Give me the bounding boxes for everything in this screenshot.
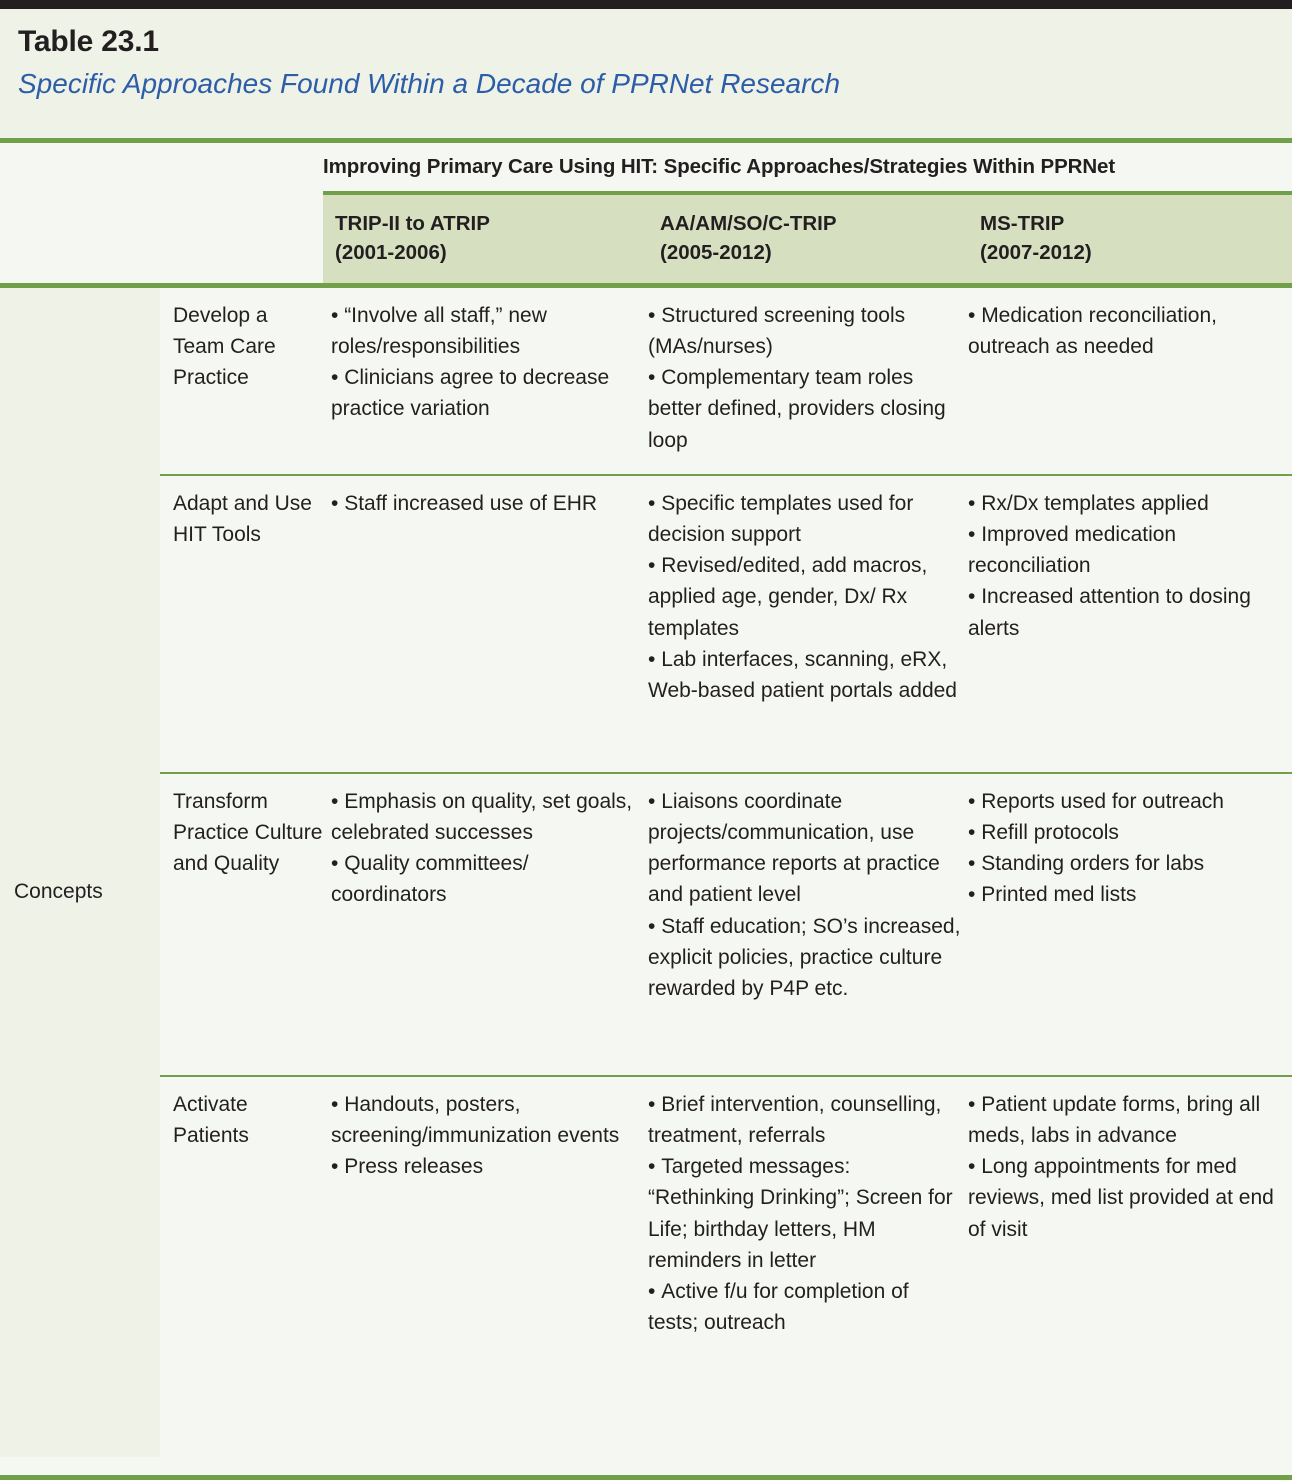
bullet-item: • Active f/u for completion of tests; outreach xyxy=(648,1276,962,1338)
bullet-list xyxy=(648,1089,962,1338)
bullet-item: • Press releases xyxy=(331,1151,644,1182)
table-header-zone xyxy=(0,143,1292,283)
table-bottom-border xyxy=(0,1475,1292,1480)
row-cell-aaam xyxy=(648,488,968,758)
table-row xyxy=(160,476,1292,774)
table-number-label: Table 23.1 xyxy=(18,25,159,58)
bullet-item: • Clinicians agree to decrease practice variation xyxy=(331,362,644,424)
table-row xyxy=(160,1077,1292,1457)
bullet-item: • Patient update forms, bring all meds, labs in advance xyxy=(968,1089,1278,1151)
table-row xyxy=(160,288,1292,476)
bullet-list xyxy=(331,1089,644,1182)
bullet-item: • Specific templates used for decision support xyxy=(648,488,962,550)
column-header-trip2-name: TRIP-II to ATRIP xyxy=(335,212,490,235)
bullet-item: • Quality committees/ coordinators xyxy=(331,848,644,910)
bullet-item: • Staff education; SO’s increased, explicit policies, practice culture rewarded by P4P etc. xyxy=(648,911,962,1004)
bullet-item: • Refill protocols xyxy=(968,817,1278,848)
row-cell-trip2 xyxy=(323,488,648,758)
row-cell-mstrip xyxy=(968,300,1292,460)
row-cell-trip2 xyxy=(323,1089,648,1443)
bullet-item: • Brief intervention, counselling, treatment, referrals xyxy=(648,1089,962,1151)
column-header-mstrip-name: MS-TRIP xyxy=(980,212,1065,235)
bullet-list xyxy=(331,488,644,519)
bullet-item: • Lab interfaces, scanning, eRX, Web-based patient portals added xyxy=(648,644,962,706)
bullet-item: • Long appointments for med reviews, med list provided at end of visit xyxy=(968,1151,1278,1244)
row-cell-mstrip xyxy=(968,1089,1292,1443)
table-rows xyxy=(160,288,1292,1457)
bullet-list xyxy=(968,1089,1278,1244)
bullet-item: • Emphasis on quality, set goals, celebrated successes xyxy=(331,786,644,848)
row-group-label: Concepts xyxy=(14,880,103,904)
bullet-item: • Liaisons coordinate projects/communication, use performance reports at practice and patient level xyxy=(648,786,962,910)
row-cell-mstrip xyxy=(968,786,1292,1061)
row-concept-label: Adapt and Use HIT Tools xyxy=(173,492,312,547)
table-title: Specific Approaches Found Within a Decade of PPRNet Research xyxy=(18,67,841,99)
bullet-list xyxy=(648,488,962,706)
column-header-trip2-years: (2001-2006) xyxy=(335,241,447,265)
page-top-rule xyxy=(0,0,1292,9)
bullet-list xyxy=(648,300,962,455)
bullet-item: • Structured screening tools (MAs/nurses) xyxy=(648,300,962,362)
bullet-list xyxy=(968,488,1278,643)
table-body xyxy=(0,288,1292,1457)
row-cell-mstrip xyxy=(968,488,1292,758)
bullet-item: • Complementary team roles better defined, providers closing loop xyxy=(648,362,962,455)
row-group-column xyxy=(0,288,160,1457)
header-corner-cell xyxy=(0,191,323,283)
spanning-header-row xyxy=(0,143,1292,191)
bullet-item: • Rx/Dx templates applied xyxy=(968,488,1278,519)
column-header-trip2 xyxy=(323,209,648,267)
row-cell-aaam xyxy=(648,1089,968,1443)
column-header-row xyxy=(0,191,1292,283)
bullet-list xyxy=(331,300,644,424)
bullet-item: • Staff increased use of EHR xyxy=(331,488,644,519)
bullet-item: • Reports used for outreach xyxy=(968,786,1278,817)
bullet-item: • “Involve all staff,” new roles/responsibilities xyxy=(331,300,644,362)
bullet-list xyxy=(968,300,1278,362)
bullet-item: • Handouts, posters, screening/immunization events xyxy=(331,1089,644,1151)
row-cell-aaam xyxy=(648,300,968,460)
table-caption-block xyxy=(0,9,1292,138)
bullet-item: • Revised/edited, add macros, applied age, gender, Dx/ Rx templates xyxy=(648,550,962,643)
row-concept-label: Transform Practice Culture and Quality xyxy=(173,790,323,876)
bullet-item: • Printed med lists xyxy=(968,879,1278,910)
row-concept-label: Activate Patients xyxy=(173,1093,249,1148)
header-band xyxy=(323,191,1292,283)
column-header-aaam-years: (2005-2012) xyxy=(660,241,772,265)
bullet-list xyxy=(648,786,962,1004)
row-cell-aaam xyxy=(648,786,968,1061)
bullet-item: • Medication reconciliation, outreach as needed xyxy=(968,300,1278,362)
column-header-aaam xyxy=(648,209,968,267)
spanning-header-title: Improving Primary Care Using HIT: Specific Approaches/Strategies Within PPRNet xyxy=(323,155,1116,178)
bullet-list xyxy=(331,786,644,910)
bullet-item: • Improved medication reconciliation xyxy=(968,519,1278,581)
column-header-mstrip xyxy=(968,209,1292,267)
column-header-aaam-name: AA/AM/SO/C-TRIP xyxy=(660,212,837,235)
bullet-item: • Increased attention to dosing alerts xyxy=(968,581,1278,643)
table-row xyxy=(160,774,1292,1077)
data-table xyxy=(0,138,1292,1480)
column-header-mstrip-years: (2007-2012) xyxy=(980,241,1092,265)
bullet-list xyxy=(968,786,1278,910)
bullet-item: • Standing orders for labs xyxy=(968,848,1278,879)
row-cell-trip2 xyxy=(323,786,648,1061)
row-concept-label: Develop a Team Care Practice xyxy=(173,304,276,390)
row-cell-trip2 xyxy=(323,300,648,460)
bullet-item: • Targeted messages: “Rethinking Drinking”; Screen for Life; birthday letters, HM reminders in letter xyxy=(648,1151,962,1275)
